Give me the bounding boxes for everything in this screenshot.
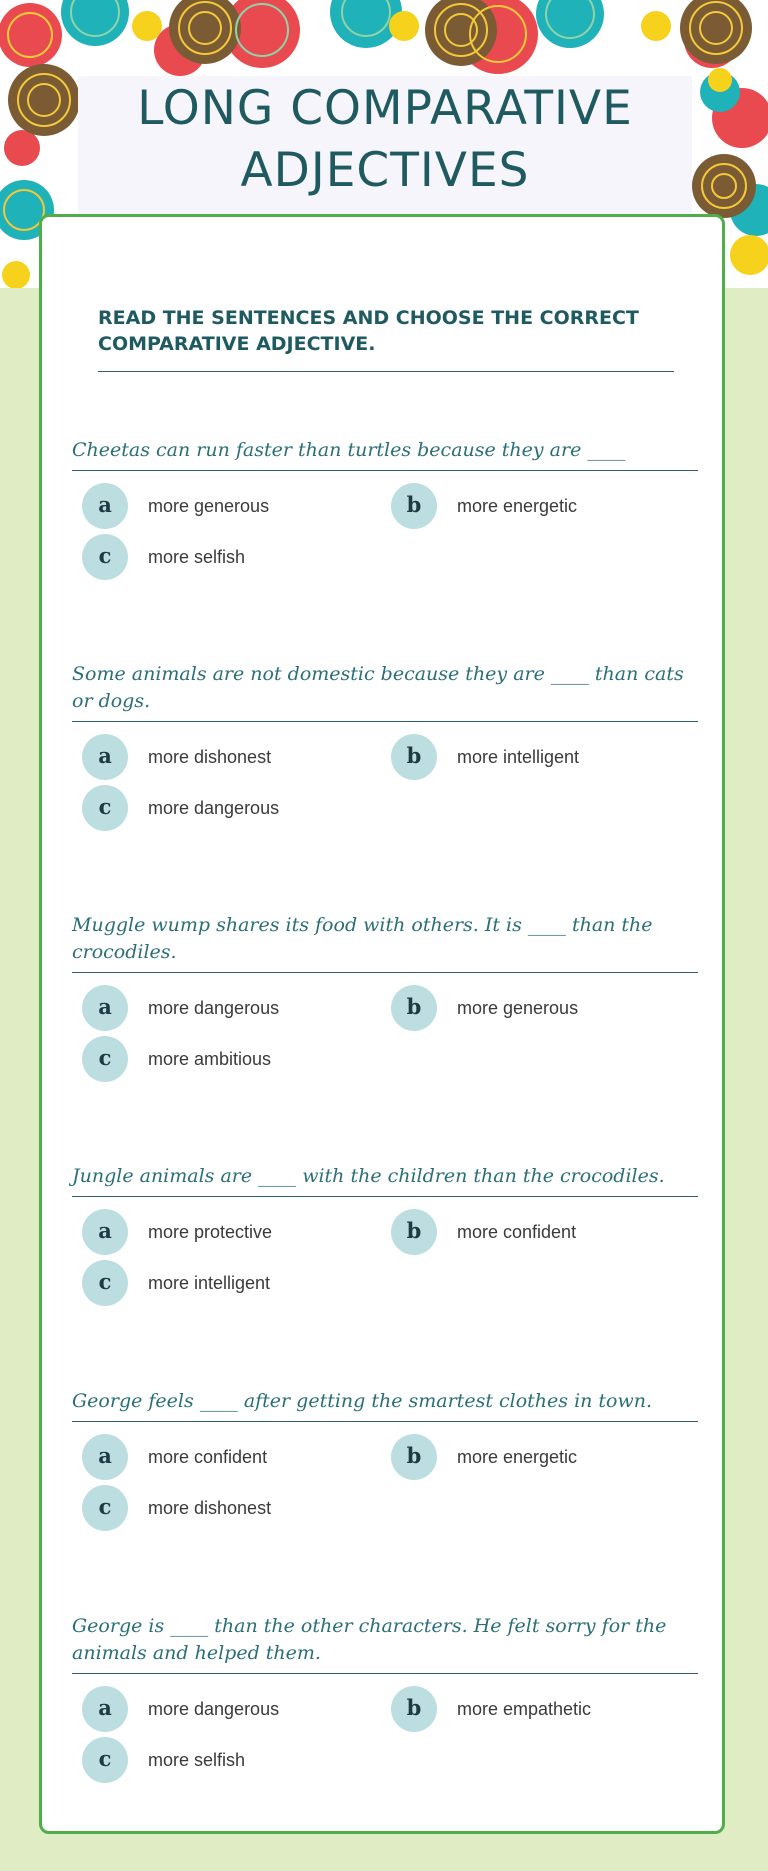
option-letter-bubble[interactable]: c: [82, 1737, 128, 1783]
option-letter-bubble[interactable]: c: [82, 1036, 128, 1082]
option-b[interactable]: [391, 483, 691, 529]
question-1: [72, 437, 698, 593]
option-letter-bubble[interactable]: b: [391, 1209, 437, 1255]
option-label[interactable]: more energetic: [457, 1447, 578, 1467]
option-label[interactable]: more confident: [457, 1222, 577, 1242]
option-label[interactable]: more ambitious: [148, 1049, 272, 1069]
option-c[interactable]: [82, 1036, 382, 1082]
question-text: George feels ____ after getting the smartest clothes in town.: [72, 1388, 698, 1422]
option-label[interactable]: more dangerous: [148, 798, 280, 818]
option-letter-bubble[interactable]: a: [82, 483, 128, 529]
answer-options: [72, 1209, 698, 1319]
option-label[interactable]: more confident: [148, 1447, 268, 1467]
option-label[interactable]: more dishonest: [148, 747, 272, 767]
option-a[interactable]: [82, 1209, 382, 1255]
question-text: Jungle animals are ____ with the children than the crocodiles.: [72, 1163, 698, 1197]
worksheet-title: LONG COMPARATIVE ADJECTIVES: [137, 81, 633, 198]
option-letter-bubble[interactable]: a: [82, 1686, 128, 1732]
option-letter-bubble[interactable]: b: [391, 985, 437, 1031]
option-b[interactable]: [391, 1434, 691, 1480]
option-label[interactable]: more energetic: [457, 496, 578, 516]
option-c[interactable]: [82, 1737, 382, 1783]
option-label[interactable]: more dangerous: [148, 1699, 280, 1719]
option-a[interactable]: [82, 1434, 382, 1480]
option-letter-bubble[interactable]: b: [391, 1434, 437, 1480]
answer-options: [72, 1434, 698, 1544]
option-label[interactable]: more selfish: [148, 547, 246, 567]
question-text: Some animals are not domestic because they are ____ than cats or dogs.: [72, 661, 698, 722]
option-c[interactable]: [82, 1485, 382, 1531]
option-letter-bubble[interactable]: a: [82, 985, 128, 1031]
option-label[interactable]: more empathetic: [457, 1699, 592, 1719]
option-b[interactable]: [391, 1686, 691, 1732]
option-a[interactable]: [82, 1686, 382, 1732]
option-c[interactable]: [82, 1260, 382, 1306]
instructions-text: READ THE SENTENCES AND CHOOSE THE CORRECT COMPARATIVE ADJECTIVE.: [98, 307, 639, 355]
option-label[interactable]: more intelligent: [148, 1273, 271, 1293]
answer-options: [72, 985, 698, 1095]
option-b[interactable]: [391, 1209, 691, 1255]
option-a[interactable]: [82, 734, 382, 780]
question-4: [72, 1163, 698, 1319]
option-label[interactable]: more protective: [148, 1222, 273, 1242]
option-label[interactable]: more generous: [148, 496, 270, 516]
option-letter-bubble[interactable]: c: [82, 785, 128, 831]
question-2: [72, 661, 698, 844]
option-b[interactable]: [391, 985, 691, 1031]
option-label[interactable]: more generous: [457, 998, 579, 1018]
question-6: [72, 1613, 698, 1796]
option-a[interactable]: [82, 985, 382, 1031]
option-label[interactable]: more dangerous: [148, 998, 280, 1018]
question-text: Cheetas can run faster than turtles because they are ____: [72, 437, 698, 471]
option-label[interactable]: more intelligent: [457, 747, 580, 767]
answer-options: [72, 483, 698, 593]
option-label[interactable]: more selfish: [148, 1750, 246, 1770]
question-5: [72, 1388, 698, 1544]
answer-options: [72, 734, 698, 844]
option-c[interactable]: [82, 785, 382, 831]
title-banner: [78, 76, 692, 216]
option-letter-bubble[interactable]: a: [82, 1209, 128, 1255]
question-text: George is ____ than the other characters. He felt sorry for the animals and helped them.: [72, 1613, 698, 1674]
option-letter-bubble[interactable]: b: [391, 483, 437, 529]
option-letter-bubble[interactable]: b: [391, 734, 437, 780]
option-letter-bubble[interactable]: c: [82, 1485, 128, 1531]
question-3: [72, 912, 698, 1095]
option-letter-bubble[interactable]: c: [82, 1260, 128, 1306]
option-label[interactable]: more dishonest: [148, 1498, 272, 1518]
option-letter-bubble[interactable]: a: [82, 1434, 128, 1480]
option-letter-bubble[interactable]: b: [391, 1686, 437, 1732]
option-letter-bubble[interactable]: c: [82, 534, 128, 580]
answer-options: [72, 1686, 698, 1796]
question-text: Muggle wump shares its food with others. It is ____ than the crocodiles.: [72, 912, 698, 973]
instructions-block: [98, 305, 674, 372]
option-b[interactable]: [391, 734, 691, 780]
option-c[interactable]: [82, 534, 382, 580]
worksheet-card: [39, 214, 725, 1834]
option-letter-bubble[interactable]: a: [82, 734, 128, 780]
option-a[interactable]: [82, 483, 382, 529]
